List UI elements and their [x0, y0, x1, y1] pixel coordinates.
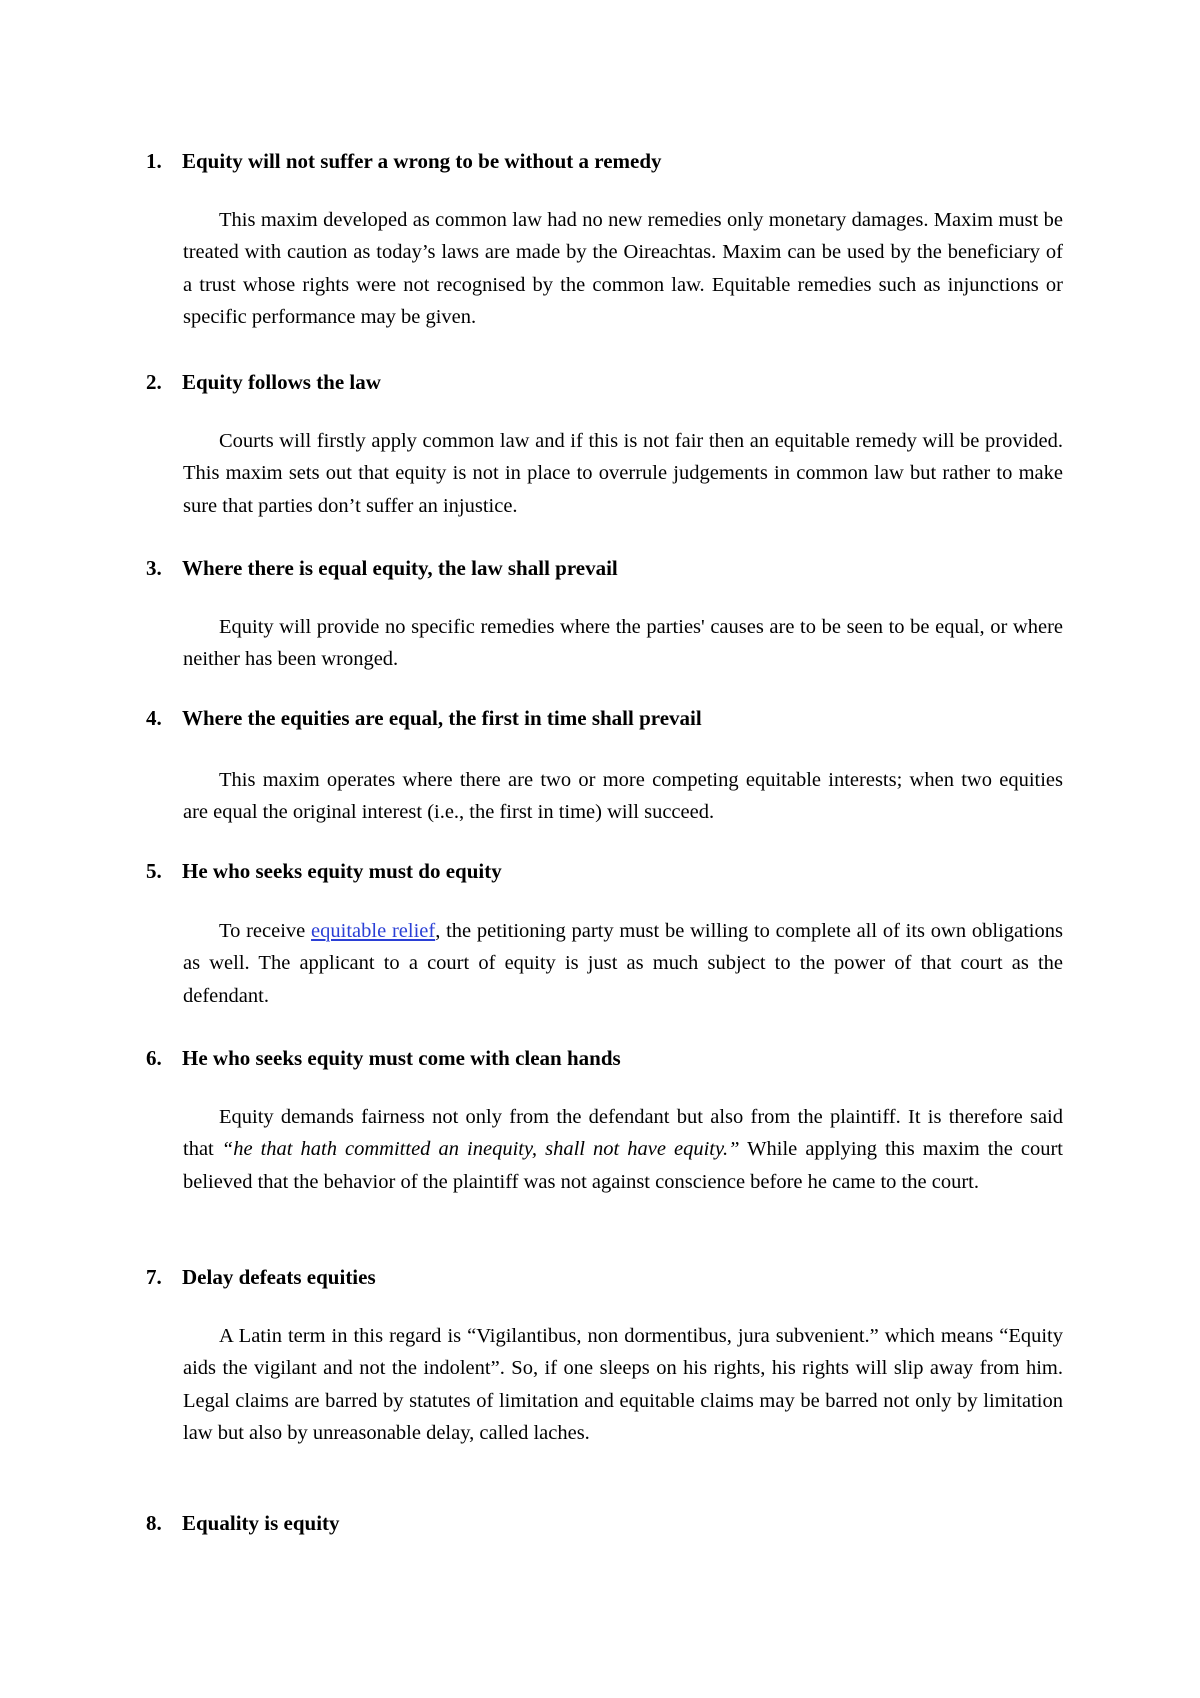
maxim-body: This maxim developed as common law had no new remedies only monetary damages. Maxim must be treated with caution as today’s laws are made by the Oireachtas. Maxim can be used by the beneficiary of a trust whose rights were not recognised by the common law. Equitable remedies such as injunctions or specific performance may be given. [183, 209, 1063, 328]
maxim-title: He who seeks equity must come with clean hands [182, 1046, 621, 1070]
maxim-number: 2. [146, 370, 162, 394]
body-text: While applying this maxim the court believed that the behavior of the plaintiff was not against conscience before he came to the court. [183, 1138, 1063, 1193]
maxim-body: A Latin term in this regard is “Vigilantibus, non dormentibus, jura subvenient.” which means “Equity aids the vigilant and not the indolent”. So, if one sleeps on his rights, his rights will slip away from him. Legal claims are barred by statutes of limitation and equitable claims may be barred not only by limitation law but also by unreasonable delay, called laches. [183, 1325, 1063, 1444]
maxim-title: Delay defeats equities [182, 1265, 376, 1289]
maxim-heading [146, 555, 1076, 581]
maxim-heading [146, 858, 1076, 884]
maxim-body [183, 1101, 1063, 1198]
body-text: To receive [219, 920, 312, 942]
quoted-text: “he that hath committed an inequity, shall not have equity.” [221, 1138, 740, 1161]
maxim-title: Equity will not suffer a wrong to be without a remedy [182, 149, 662, 173]
maxim-number: 8. [146, 1511, 162, 1535]
maxim-body: Equity will provide no specific remedies where the parties' causes are to be seen to be equal, or where neither has been wronged. [183, 616, 1063, 671]
maxim-heading [146, 705, 1076, 731]
maxim-heading [146, 1045, 1076, 1071]
maxim-number: 7. [146, 1265, 162, 1289]
maxim-number: 3. [146, 556, 162, 580]
maxim-number: 4. [146, 706, 162, 730]
maxim-title: Equity follows the law [182, 370, 381, 394]
maxim-heading [146, 1264, 1076, 1290]
maxim-heading [146, 369, 1076, 395]
maxim-number: 1. [146, 149, 162, 173]
maxim-body: Courts will firstly apply common law and if this is not fair then an equitable remedy will be provided. This maxim sets out that equity is not in place to overrule judgements in common law but rather to make sure that parties don’t suffer an injustice. [183, 430, 1063, 517]
maxim-title: He who seeks equity must do equity [182, 859, 502, 883]
maxim-body [183, 915, 1063, 1012]
maxim-number: 6. [146, 1046, 162, 1070]
maxim-heading [146, 1510, 1076, 1536]
maxim-title: Equality is equity [182, 1511, 340, 1535]
maxim-number: 5. [146, 859, 162, 883]
maxim-title: Where there is equal equity, the law shall prevail [182, 556, 618, 580]
equitable-relief-link[interactable]: equitable relief [311, 920, 436, 942]
maxim-heading [146, 148, 1076, 174]
maxim-title: Where the equities are equal, the first in time shall prevail [182, 706, 702, 730]
maxim-body: This maxim operates where there are two or more competing equitable interests; when two equities are equal the original interest (i.e., the first in time) will succeed. [183, 769, 1063, 824]
body-text: , the petitioning party must be willing to complete all of its own obligations as well. The applicant to a court of equity is just as much subject to the power of that court as the defendant. [183, 920, 1063, 1007]
body-text: Equity demands fairness not only from the defendant but also from the plaintiff. It is therefore said that [183, 1106, 1063, 1161]
